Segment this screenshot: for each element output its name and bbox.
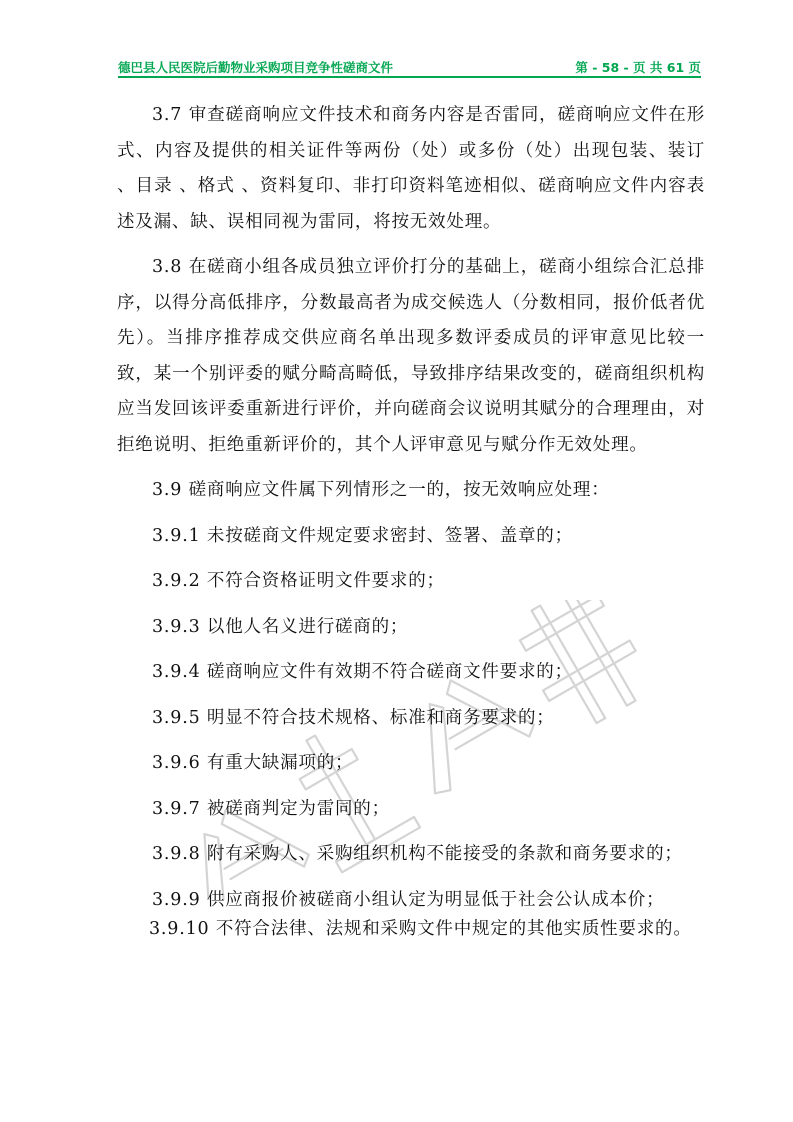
list-item: 3.9.6 有重大缺漏项的； [152, 753, 354, 773]
list-item: 3.9.9 供应商报价被磋商小组认定为明显低于社会公认成本价； [152, 889, 665, 910]
paragraph-3-8: 3.8 在磋商小组各成员独立评价打分的基础上，磋商小组综合汇总排序，以得分高低排序，分数最高者为成交候选人（分数相同，报价低者优先）。当排序推荐成交供应商名单出现多数评委成员的评审意见比较一致，某一个别评委的赋分畸高畸低，导致排序结果改变的，磋商组织机构应当发回该评委重新进行评价，并向磋商会议说明其赋分的合理理由，对拒绝说明、拒绝重新评价的，其个人评审意见与赋分作无效处理。 [117, 257, 705, 455]
list-item: 3.9.2 不符合资格证明文件要求的； [152, 571, 445, 591]
page-header [118, 58, 701, 78]
document-body [117, 98, 705, 948]
list-item: 3.9.1 未按磋商文件规定要求密封、签署、盖章的； [152, 525, 573, 546]
paragraph-3-9: 3.9 磋商响应文件属下列情形之一的，按无效响应处理： [152, 480, 610, 500]
list-item: 3.9.7 被磋商判定为雷同的； [152, 798, 390, 819]
list-item: 3.9.3 以他人名义进行磋商的； [152, 616, 409, 637]
list-item: 3.9.8 附有采购人、采购组织机构不能接受的条款和商务要求的； [152, 844, 683, 864]
page-number: 第 - 58 - 页 共 61 页 [575, 60, 701, 75]
paragraph-3-7: 3.7 审查磋商响应文件技术和商务内容是否雷同，磋商响应文件在形式、内容及提供的相关证件等两份（处）或多份（处）出现包装、装订 、目录 、格式 、资料复印、非打印资料笔迹相似、磋商响应文件内容表述及漏、缺、误相同视为雷同，将按无效处理。 [117, 105, 705, 232]
list-item: 3.9.10 不符合法律、法规和采购文件中规定的其他实质性要求的。 [149, 919, 692, 939]
list-item: 3.9.4 磋商响应文件有效期不符合磋商文件要求的； [152, 662, 573, 682]
list-item: 3.9.5 明显不符合技术规格、标准和商务要求的； [152, 707, 555, 728]
document-title: 德巴县人民医院后勤物业采购项目竞争性磋商文件 [118, 60, 394, 75]
